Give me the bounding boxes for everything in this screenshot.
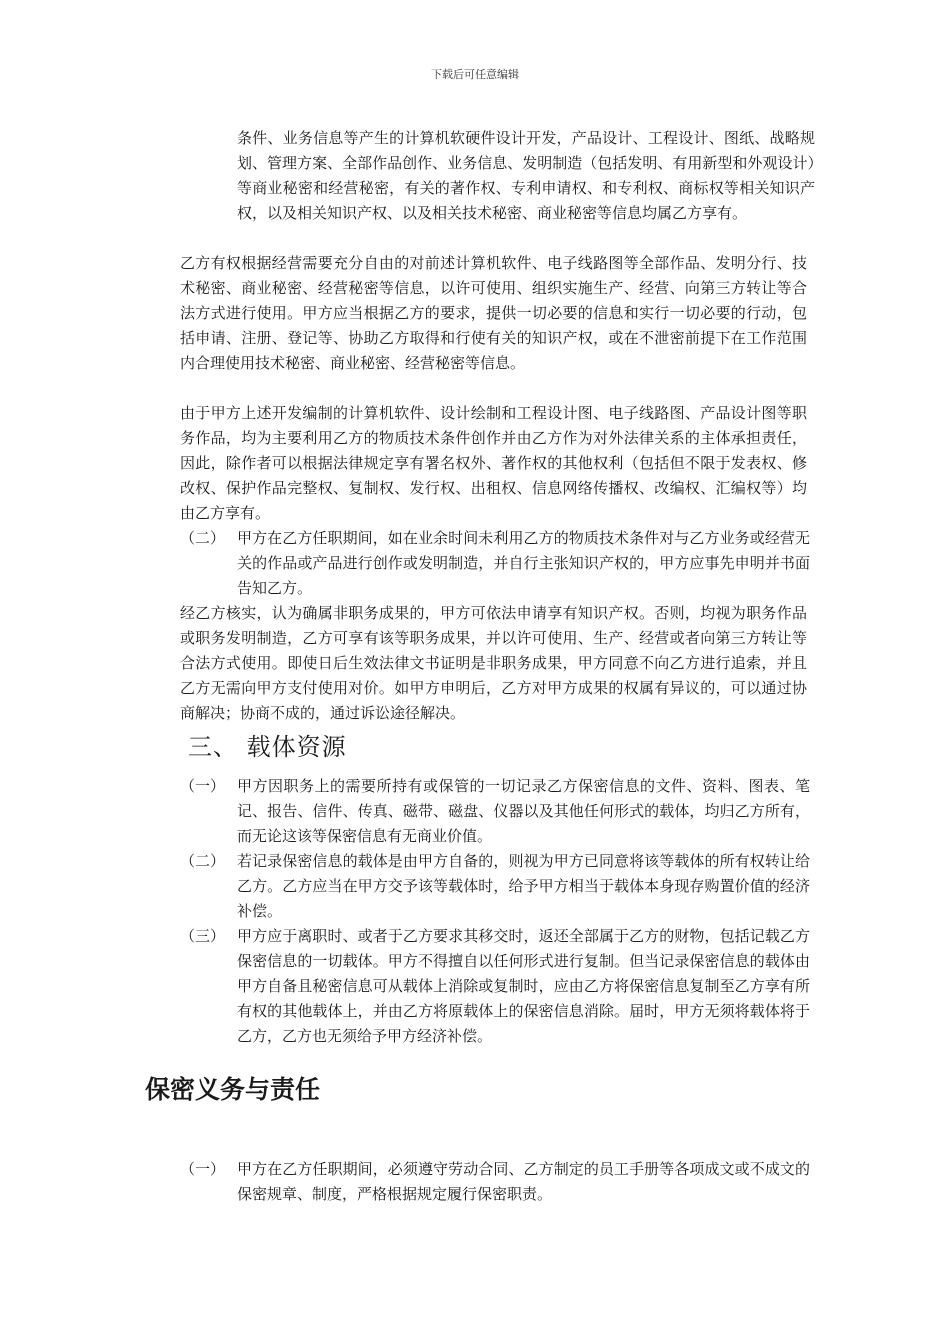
paragraph-verification: 经乙方核实，认为确属非职务成果的，甲方可依法申请享有知识产权。否则，均视为职务作品或职务发明制造，乙方可享有该等职务成果，并以许可使用、生产、经营或者向第三方转让等合法方式使用。即使日后生效法律文书证明是非职务成果，甲方同意不向乙方进行追索，并且乙方无需向甲方支付使用对价。如甲方申明后，乙方对甲方成果的权属有异议的，可以通过协商解决；协商不成的，通过诉讼途径解决。 <box>180 604 807 722</box>
paragraph-usage-rights: 乙方有权根据经营需要充分自由的对前述计算机软件、电子线路图等全部作品、发明分行、技术秘密、商业秘密、经营秘密等信息，以许可使用、组织实施生产、经营、向第三方转让等合法方式进行使用。甲方应当根据乙方的要求，提供一切必要的信息和实行一切必要的行动，包括申请、注册、登记等、协助乙方取得和行使有关的知识产权，或在不泄密前提下在工作范围内合理使用技术秘密、商业秘密、经营秘密等信息。 <box>180 254 807 372</box>
clause-text: 若记录保密信息的载体是由甲方自备的，则视为甲方已同意将该等载体的所有权转让给乙方。乙方应当在甲方交予该等载体时，给予甲方相当于载体本身现存购置价值的经济补偿。 <box>237 852 810 920</box>
section-heading-carrier: 三、 载体资源 <box>188 733 347 761</box>
clause-text: 甲方应于离职时、或者于乙方要求其移交时，返还全部属于乙方的财物，包括记载乙方保密信息的一切载体。甲方不得擅自以任何形式进行复制。但当记录保密信息的载体由甲方自备且秘密信息可从载体上消除或复制时，应由乙方将保密信息复制至乙方享有所有权的其他载体上，并由乙方将原载体上的保密信息消除。届时，甲方无须将载体将于乙方，乙方也无须给予甲方经济补偿。 <box>237 927 810 1045</box>
section-heading-confidentiality: 保密义务与责任 <box>145 1075 321 1104</box>
clause-number: （一） <box>180 777 226 795</box>
clause-number: （二） <box>180 529 226 547</box>
paragraph-ip-ownership: 条件、业务信息等产生的计算机软硬件设计开发，产品设计、工程设计、图纸、战略规划、管理方案、全部作品创作、业务信息、发明制造（包括发明、有用新型和外观设计）等商业秘密和经营秘密，有关的著作权、专利申请权、和专利权、商标权等相关知识产权，以及相关知识产权、以及相关技术秘密、商业秘密等信息均属乙方享有。 <box>237 129 815 222</box>
clause-item <box>180 526 810 601</box>
clause-text: 甲方在乙方任职期间，必须遵守劳动合同、乙方制定的员工手册等各项成文或不成文的保密规章、制度，严格根据规定履行保密职责。 <box>237 1160 810 1203</box>
page-header: 下载后可任意编辑 <box>431 68 519 81</box>
paragraph-work-products: 由于甲方上述开发编制的计算机软件、设计绘制和工程设计图、电子线路图、产品设计图等职务作品，均为主要利用乙方的物质技术条件创作并由乙方作为对外法律关系的主体承担责任，因此，除作者可以根据法律规定享有署名权外、著作权的其他权利（包括但不限于发表权、修改权、保护作品完整权、复制权、发行权、出租权、信息网络传播权、改编权、汇编权等）均由乙方享有。 <box>180 404 807 522</box>
clause-number: （一） <box>180 1160 226 1178</box>
clause-text: 甲方在乙方任职期间，如在业余时间未利用乙方的物质技术条件对与乙方业务或经营无关的作品或产品进行创作或发明制造，并自行主张知识产权的，甲方应事先申明并书面告知乙方。 <box>237 529 810 597</box>
clause-number: （二） <box>180 852 226 870</box>
clause-text: 甲方因职务上的需要所持有或保管的一切记录乙方保密信息的文件、资料、图表、笔记、报告、信件、传真、磁带、磁盘、仪器以及其他任何形式的载体，均归乙方所有，而无论这该等保密信息有无商业价值。 <box>237 777 810 845</box>
clause-number: （三） <box>180 927 226 945</box>
